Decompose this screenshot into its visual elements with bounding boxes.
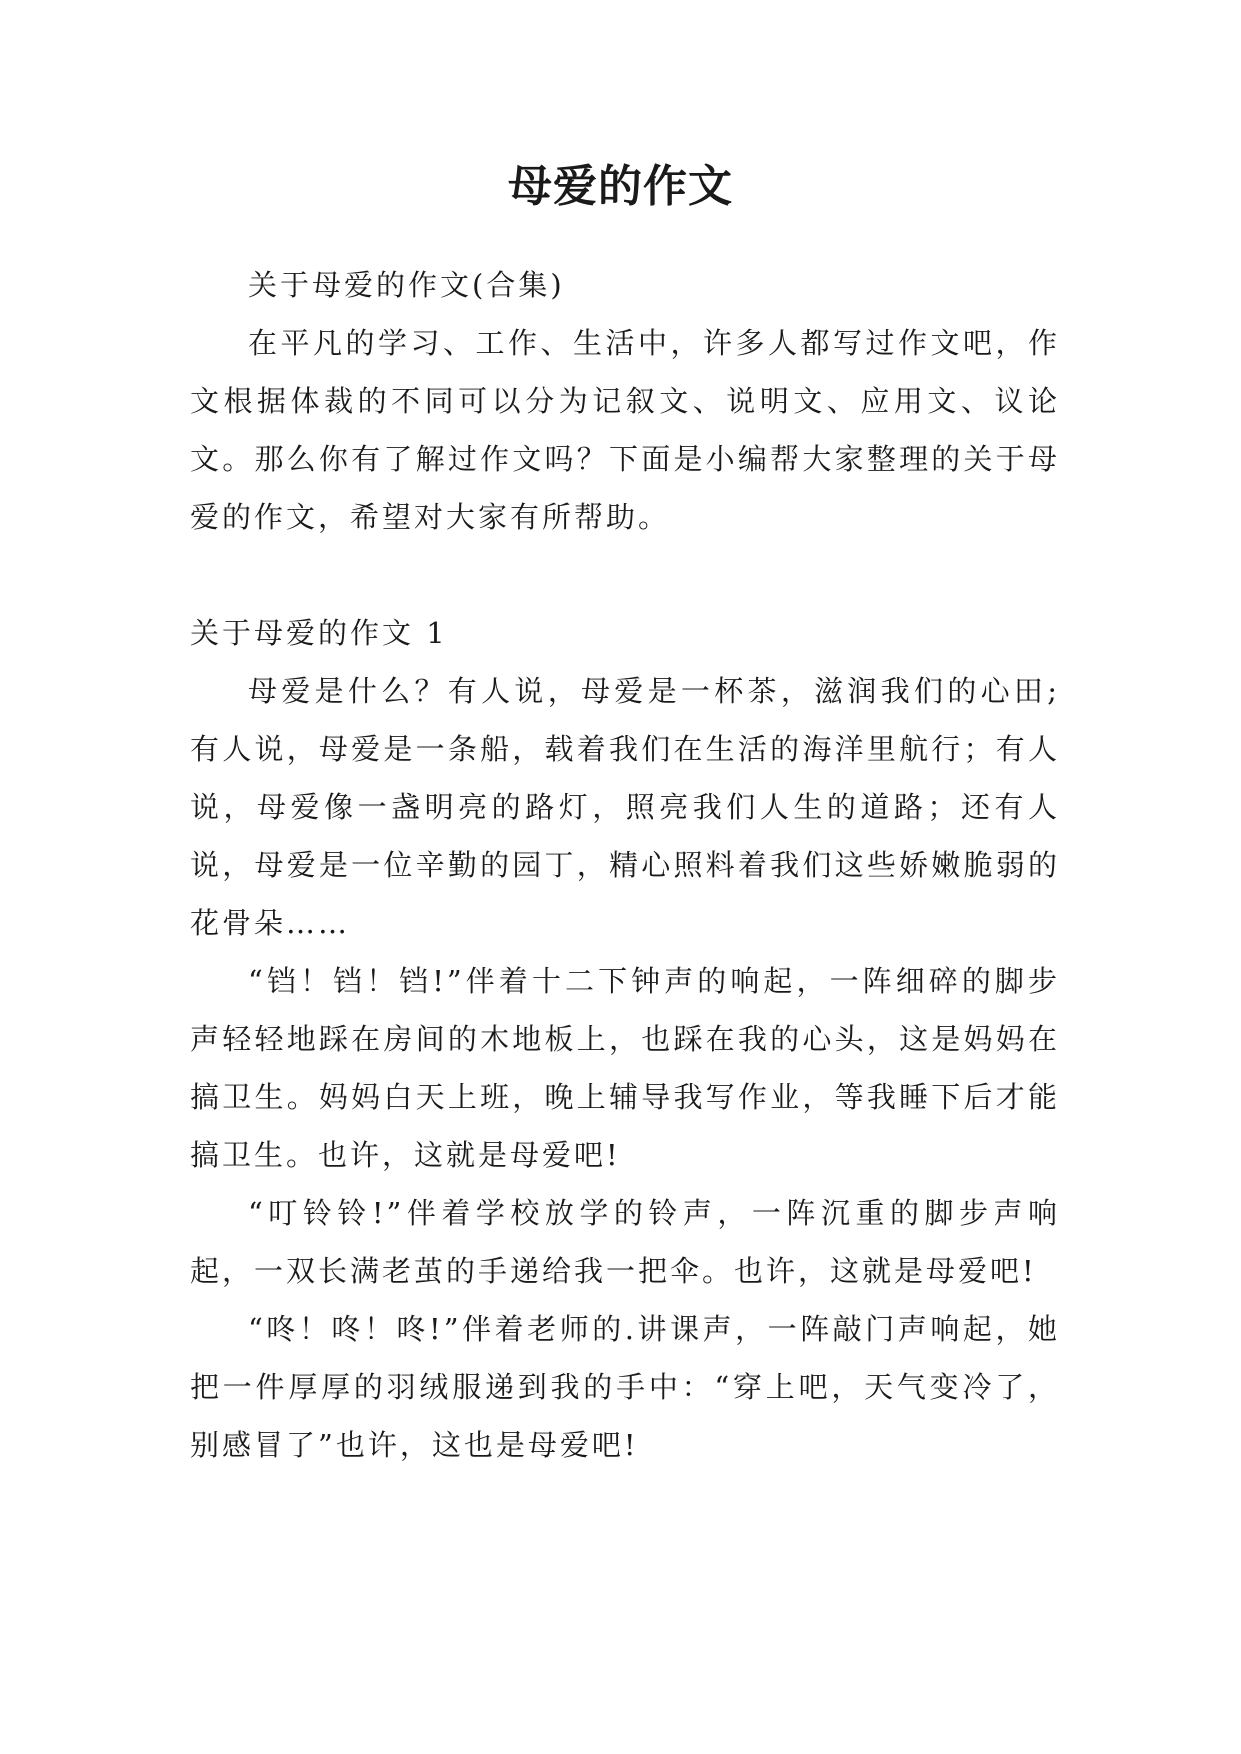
section-heading: 关于母爱的作文 1	[190, 616, 448, 650]
document-body	[190, 256, 1060, 1474]
body-paragraph-4: “咚！咚！咚!”伴着老师的.讲课声，一阵敲门声响起，她把一件厚厚的羽绒服递到我的手中：“穿上吧，天气变冷了，别感冒了”也许，这也是母爱吧!	[190, 1312, 1060, 1462]
body-paragraph-3: “叮铃铃!”伴着学校放学的铃声，一阵沉重的脚步声响起，一双长满老茧的手递给我一把伞。也许，这就是母爱吧!	[190, 1196, 1060, 1288]
document-subtitle: 关于母爱的作文(合集)	[248, 268, 565, 302]
body-paragraph-1: 母爱是什么？有人说，母爱是一杯茶，滋润我们的心田;有人说，母爱是一条船，载着我们在生活的海洋里航行；有人说，母爱像一盏明亮的路灯，照亮我们人生的道路；还有人说，母爱是一位辛勤的园丁，精心照料着我们这些娇嫩脆弱的花骨朵……	[190, 674, 1060, 940]
body-paragraph-2: “铛！铛！铛!”伴着十二下钟声的响起，一阵细碎的脚步声轻轻地踩在房间的木地板上，也踩在我的心头，这是妈妈在搞卫生。妈妈白天上班，晚上辅导我写作业，等我睡下后才能搞卫生。也许，这就是母爱吧!	[190, 964, 1060, 1172]
document-title: 母爱的作文	[508, 161, 733, 212]
intro-paragraph: 在平凡的学习、工作、生活中，许多人都写过作文吧，作文根据体裁的不同可以分为记叙文、说明文、应用文、议论文。那么你有了解过作文吗？下面是小编帮大家整理的关于母爱的作文，希望对大家有所帮助。	[190, 326, 1060, 534]
